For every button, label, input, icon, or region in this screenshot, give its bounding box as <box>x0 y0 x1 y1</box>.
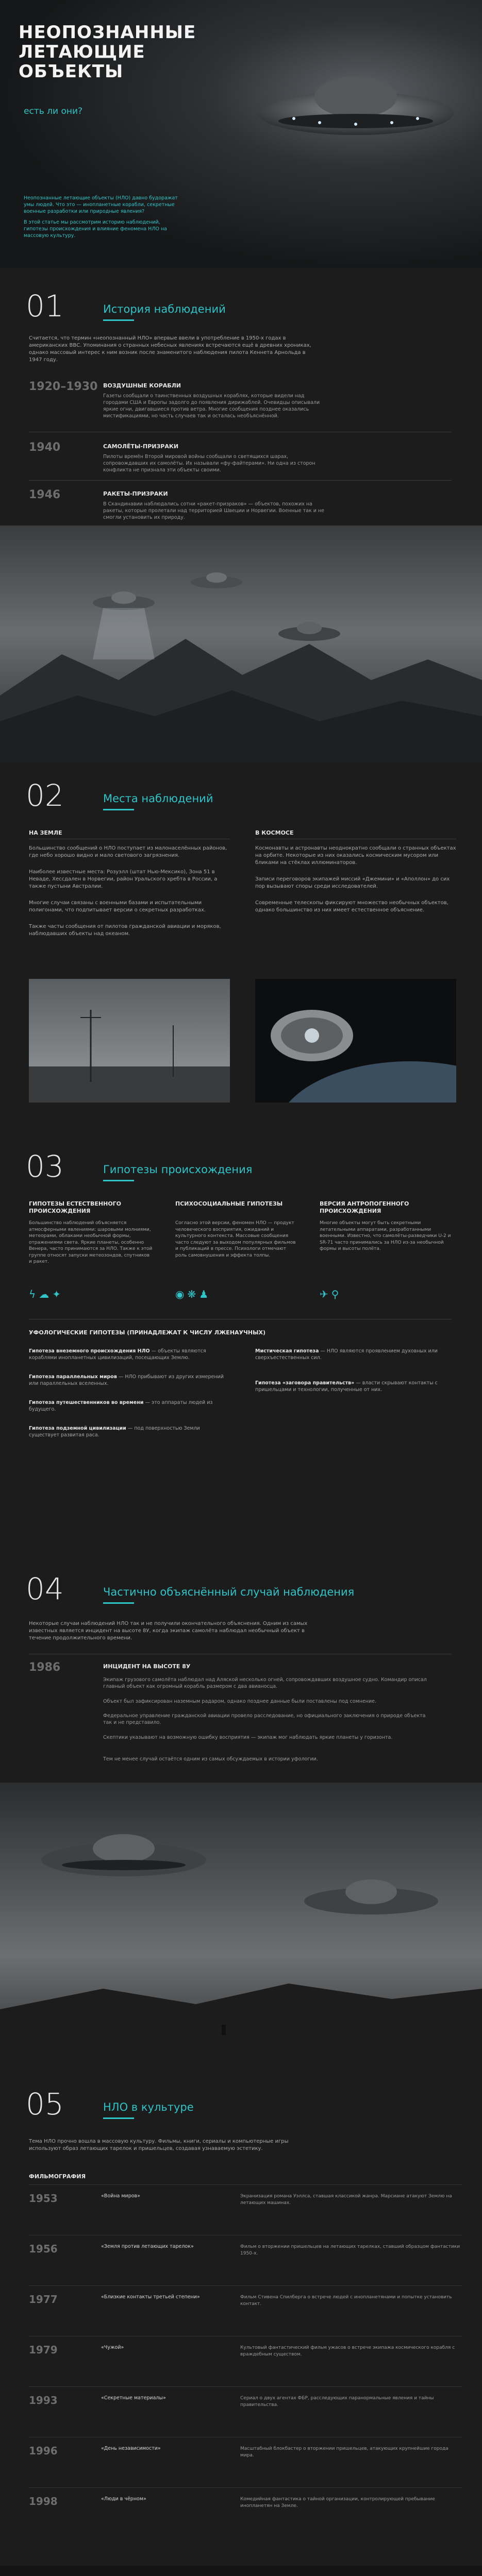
space-paragraph: Записи переговоров экипажей миссий «Джемини» и «Аполлон» до сих пор вызывают споры среди исследователей. <box>255 876 450 889</box>
list-item <box>255 1348 456 1361</box>
film-title: «Война миров» <box>101 2193 140 2199</box>
list-item-bold: Гипотеза путешественников во времени <box>29 1400 144 1405</box>
film-title: «Земля против летающих тарелок» <box>101 2244 194 2249</box>
space-image <box>255 979 456 1103</box>
film-title: «День независимости» <box>101 2446 161 2451</box>
earth-paragraph: Наиболее известные места: Розуэлл (штат Нью-Мексико), Зона 51 в Неваде, Хессдален в Норвегии, район Уральского хребта в России, а также пустыни Австралии. <box>29 869 218 889</box>
film-description: Культовый фантастический фильм ужасов о встрече экипажа космического корабля с враждебным существом. <box>240 2345 455 2357</box>
table-row <box>29 2235 462 2285</box>
title-underline <box>103 319 134 321</box>
film-year: 1956 <box>29 2243 58 2255</box>
film-year: 1993 <box>29 2394 58 2406</box>
section-title: Частично объяснённый случай наблюдения <box>103 1586 355 1598</box>
film-title: «Близкие контакты третьей степени» <box>101 2294 200 2300</box>
ufo-sky-image <box>0 1783 482 2071</box>
filmography-header: ФИЛЬМОГРАФИЯ <box>29 2173 86 2180</box>
antenna-icon: ⚲ <box>331 1288 339 1300</box>
event-text: Пилоты времён Второй мировой войны сообщали о светящихся шарах, сопровождавших их самолёты. Их называли «фу-файтерами». Ни одна из сторон конфликта не признала эти объекты своими. <box>103 454 315 473</box>
film-year: 1953 <box>29 2192 58 2205</box>
event-title: САМОЛЁТЫ-ПРИЗРАКИ <box>103 443 179 450</box>
hypothesis-title: ВЕРСИЯ АНТРОПОГЕННОГО ПРОИСХОЖДЕНИЯ <box>320 1200 409 1214</box>
case-paragraph: Федеральное управление гражданской авиации провело расследование, но официального заключения о природе объекта так и не представило. <box>103 1713 426 1725</box>
people-icon: ♟ <box>199 1288 209 1300</box>
film-year: 1979 <box>29 2344 58 2356</box>
section-title: История наблюдений <box>103 303 226 315</box>
section-lead: Некоторые случаи наблюдений НЛО так и не получили окончательного объяснения. Одним из самых известных является инцидент на высоте 8У, когда экипаж самолёта наблюдал необычный объект в течение продолжительного времени. <box>29 1621 308 1641</box>
list-item <box>255 1380 456 1393</box>
section-history <box>0 268 482 526</box>
event-text: В Скандинавии наблюдались сотни «ракет-призраков» — объектов, похожих на ракеты, которые пролетали над территорией Швеции и Норвегии. Военные так и не смогли установить их природу. <box>103 501 324 520</box>
hypothesis-text: Многие объекты могут быть секретными летательными аппаратами, разработанными военными. Известно, что самолёты-разведчики U-2 и SR-71 часто принимались за НЛО из-за необычной формы и высоты полёта. <box>320 1221 451 1251</box>
list-item-text: — власти скрывают контакты с пришельцами и технологии, полученные от них. <box>255 1380 438 1393</box>
earth-paragraph: Также часты сообщения от пилотов гражданской авиации и моряков, наблюдавших объекты над океаном. <box>29 924 221 937</box>
page-subtitle: есть ли они? <box>24 106 83 116</box>
ufo-graphic <box>93 591 155 659</box>
cloud-icon: ☁ <box>39 1288 49 1300</box>
page-title: НЕОПОЗНАННЫЕ ЛЕТАЮЩИЕ ОБЪЕКТЫ <box>19 22 196 82</box>
title-underline <box>103 2117 134 2119</box>
list-item-text: — НЛО прибывают из других измерений или параллельных вселенных. <box>29 1374 224 1386</box>
star-icon: ✦ <box>52 1288 61 1300</box>
space-paragraph: Космонавты и астронавты неоднократно сообщали о странных объектах на орбите. Некоторые из них оказались космическим мусором или бликами на стёклах иллюминаторов. <box>255 845 456 866</box>
film-description: Масштабный блокбастер о вторжении пришельцев, атакующих крупнейшие города мира. <box>240 2446 448 2458</box>
event-title: РАКЕТЫ-ПРИЗРАКИ <box>103 490 168 497</box>
table-row <box>29 2184 462 2235</box>
ufo-graphic <box>191 572 242 588</box>
eye-icon: ◉ <box>175 1288 185 1300</box>
list-item-bold: Гипотеза подземной цивилизации <box>29 1426 126 1431</box>
list-item <box>29 1348 230 1361</box>
hypothesis-title: ГИПОТЕЗЫ ЕСТЕСТВЕННОГО ПРОИСХОЖДЕНИЯ <box>29 1200 122 1214</box>
hypothesis-icons <box>175 1288 208 1300</box>
column-title: В КОСМОСЕ <box>255 829 294 836</box>
film-title: «Люди в чёрном» <box>101 2496 146 2502</box>
section-number: 03 <box>26 1149 64 1184</box>
hypothesis-icons <box>320 1288 339 1300</box>
list-item-bold: Мистическая гипотеза <box>255 1348 319 1354</box>
ufology-title: УФОЛОГИЧЕСКИЕ ГИПОТЕЗЫ (ПРИНАДЛЕЖАТ К ЧИСЛУ ЛЖЕНАУЧНЫХ) <box>29 1329 266 1336</box>
table-row <box>29 2487 462 2538</box>
hypothesis-title: ПСИХОСОЦИАЛЬНЫЕ ГИПОТЕЗЫ <box>175 1200 283 1207</box>
intro-text <box>24 195 178 243</box>
film-year: 1998 <box>29 2495 58 2507</box>
lightning-icon: ϟ <box>29 1288 36 1300</box>
section-title: Гипотезы происхождения <box>103 1163 253 1176</box>
film-title: «Секретные материалы» <box>101 2395 166 2401</box>
title-underline <box>103 809 134 810</box>
section-lead: Тема НЛО прочно вошла в массовую культуру. Фильмы, книги, сериалы и компьютерные игры используют образ летающих тарелок и пришельцев, создавая узнаваемую эстетику. <box>29 2139 289 2151</box>
film-year: 1996 <box>29 2445 58 2457</box>
film-title: «Чужой» <box>101 2345 124 2350</box>
hero-section <box>0 0 482 268</box>
event-year: 1920–1930 <box>29 380 98 393</box>
hero-ufo-image <box>253 31 459 201</box>
case-year: 1986 <box>29 1661 61 1674</box>
intro-paragraph: Неопознанные летающие объекты (НЛО) давно будоражат умы людей. Что это — инопланетные корабли, секретные военные разработки или природные явления? <box>24 195 178 214</box>
plane-icon: ✈ <box>320 1288 328 1300</box>
film-year: 1977 <box>29 2293 58 2306</box>
event-text: Газеты сообщали о таинственных воздушных кораблях, которые видели над городами США и Европы задолго до появления дирижаблей. Очевидцы описывали яркие огни, двигавшиеся против ветра. Многие сообщения позднее оказались мистификациями, но часть случаев так и осталась необъяснённой. <box>103 393 320 419</box>
case-paragraph: Объект был зафиксирован наземным радаром, однако позднее данные были поставлены под сомнение. <box>103 1699 377 1704</box>
list-item-bold: Гипотеза внеземного происхождения НЛО <box>29 1348 150 1354</box>
case-title: ИНЦИДЕНТ НА ВЫСОТЕ 8У <box>103 1663 191 1670</box>
space-paragraph: Современные телескопы фиксируют множество необычных объектов, однако большинство из них имеет естественное объяснение. <box>255 900 448 913</box>
section-title: НЛО в культуре <box>103 2101 194 2113</box>
hypothesis-text: Большинство наблюдений объясняется атмосферными явлениями: шаровыми молниями, метеорами, облаками необычной формы, отражениями света. Яркие планеты, особенно Венера, часто принимаются за НЛО. Также к этой группе относят запуски метеозондов, спутников и ракет. <box>29 1221 153 1264</box>
list-item <box>29 1399 230 1413</box>
hypothesis-text: Согласно этой версии, феномен НЛО — продукт человеческого восприятия, ожиданий и культурного контекста. Массовые сообщения часто следуют за выходом популярных фильмов и публикаций в прессе. Психологи отмечают роль самовнушения и эффекта толпы. <box>175 1221 296 1258</box>
divider <box>29 480 452 481</box>
section-title: Места наблюдений <box>103 792 213 805</box>
title-underline <box>103 1602 134 1604</box>
section-number: 01 <box>26 289 64 324</box>
intro-paragraph: В этой статье мы рассмотрим историю наблюдений, гипотезы происхождения и влияние феномена НЛО на массовую культуру. <box>24 219 167 239</box>
list-item-text: — это аппараты людей из будущего. <box>29 1400 213 1412</box>
table-row <box>29 2437 462 2487</box>
case-paragraph: Тем не менее случай остаётся одним из самых обсуждаемых в истории уфологии. <box>103 1756 318 1762</box>
title-underline <box>103 1180 134 1181</box>
ufo-abduction-image <box>0 2566 482 2576</box>
list-item-text: — НЛО являются проявлением духовных или сверхъестественных сил. <box>255 1348 438 1361</box>
film-description: Фильм о вторжении пришельцев на летающих тарелках, ставший образцом фантастики 1950-х. <box>240 2244 460 2256</box>
event-title: ВОЗДУШНЫЕ КОРАБЛИ <box>103 382 181 389</box>
earth-paragraph: Большинство сообщений о НЛО поступает из малонаселённых районов, где небо хорошо видно и мало светового загрязнения. <box>29 845 227 858</box>
earth-field-image <box>29 979 230 1103</box>
section-number: 02 <box>26 778 64 813</box>
hypothesis-icons <box>29 1288 61 1300</box>
list-item-text: — объекты являются кораблями инопланетных цивилизаций, посещающих Землю. <box>29 1348 206 1361</box>
ufo-graphic <box>278 622 340 641</box>
earth-paragraph: Многие случаи связаны с военными базами и испытательными полигонами, что подпитывает версии о секретных разработках. <box>29 900 206 913</box>
list-item-text: — под поверхностью Земли существует развитая раса. <box>29 1426 200 1438</box>
table-row <box>29 2386 462 2437</box>
section-number: 05 <box>26 2087 64 2122</box>
table-row <box>29 2285 462 2336</box>
event-year: 1940 <box>29 441 61 454</box>
column-title: НА ЗЕМЛЕ <box>29 829 62 836</box>
section-case <box>0 1556 482 2071</box>
list-item-bold: Гипотеза «заговора правительств» <box>255 1380 355 1386</box>
film-description: Фильм Стивена Спилберга о встрече людей с инопланетянами и попытке установить контакт. <box>240 2295 452 2307</box>
ufo-mountains-image <box>0 526 482 762</box>
case-paragraph: Скептики указывают на возможную ошибку восприятия — экипаж мог наблюдать яркие планеты у горизонта. <box>103 1735 393 1740</box>
event-year: 1946 <box>29 488 61 501</box>
film-description: Комедийная фантастика о тайной организации, контролирующей пребывание инопланетян на Земле. <box>240 2497 435 2509</box>
section-hypotheses <box>0 1133 482 1556</box>
list-item <box>29 1425 230 1438</box>
case-paragraph: Экипаж грузового самолёта наблюдал над Аляской несколько огней, сопровождавших воздушное судно. Командир описал главный объект как огромный корабль размером с два авианосца. <box>103 1677 427 1689</box>
section-places <box>0 762 482 1133</box>
section-lead: Считается, что термин «неопознанный НЛО» впервые ввели в употребление в 1950-х годах в американских ВВС. Упоминания о странных небесных явлениях встречаются ещё в древних хрониках, однако массовый интерес к ним возник после знаменитого наблюдения пилота Кеннета Арнольда в 1947 году. <box>29 335 311 363</box>
section-culture <box>0 2071 482 2576</box>
film-description: Сериал о двух агентах ФБР, расследующих паранормальные явления и тайны правительства. <box>240 2396 434 2408</box>
table-row <box>29 2336 462 2386</box>
brain-icon: ❋ <box>187 1288 196 1300</box>
list-item-bold: Гипотеза параллельных миров <box>29 1374 117 1380</box>
film-description: Экранизация романа Уэллса, ставшая классикой жанра. Марсиане атакуют Землю на летающих машинах. <box>240 2194 452 2206</box>
list-item <box>29 1374 230 1387</box>
section-number: 04 <box>26 1571 64 1606</box>
